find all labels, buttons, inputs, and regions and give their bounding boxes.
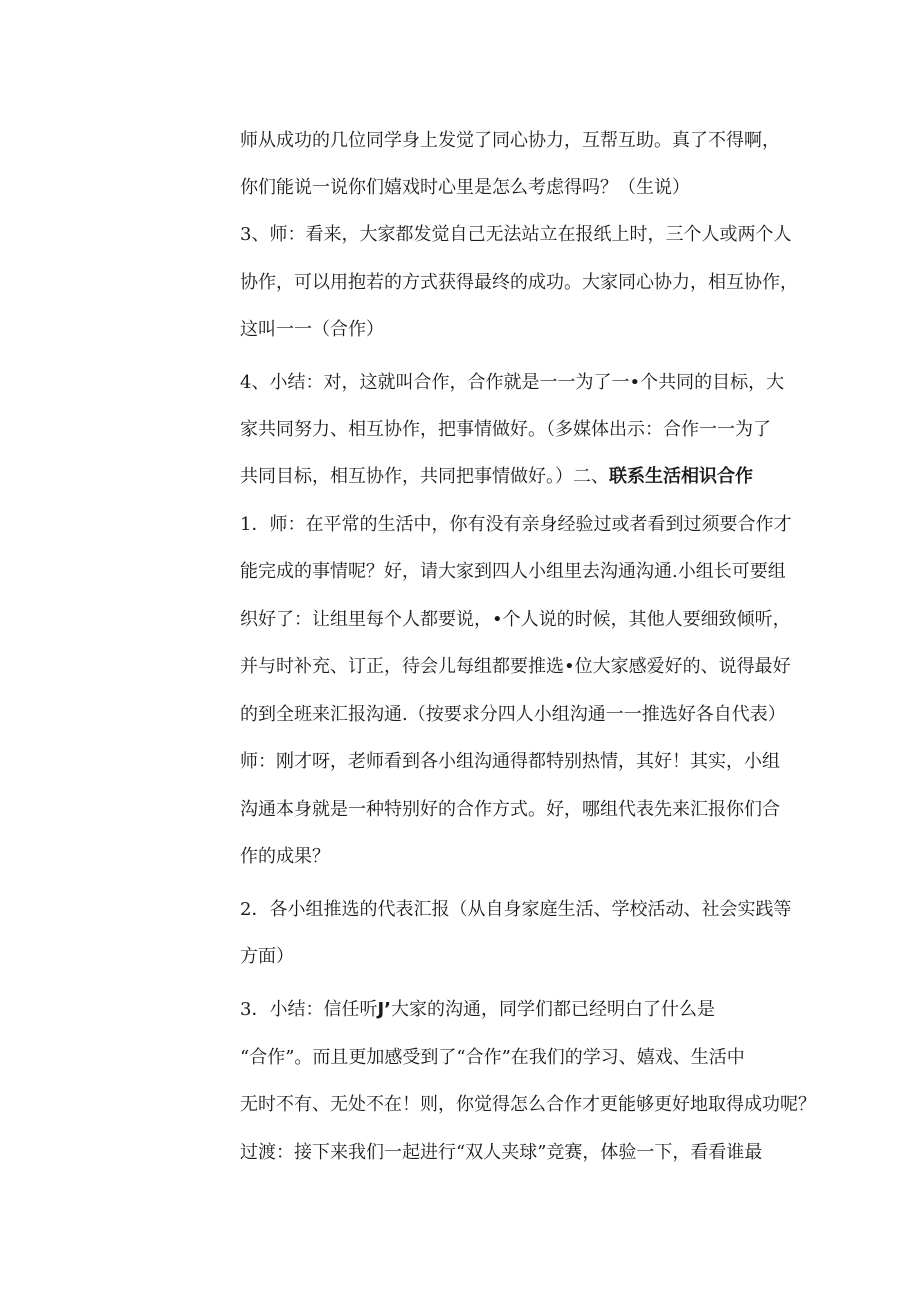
- paragraph-line: 这叫一一（合作）: [240, 319, 384, 340]
- paragraph-line: 能完成的事情呢？好，请大家到四人小组里去沟通沟通.小组长可要组: [240, 561, 786, 582]
- paragraph-line: “合作”。而且更加感受到了“合作”在我们的学习、嬉戏、生活中: [240, 1047, 745, 1068]
- paragraph-line: [240, 997, 820, 1023]
- paragraph-line: 你们能说一说你们嬉戏时心里是怎么考虑得吗？（生说）: [240, 177, 690, 198]
- paragraph-text: 共同目标，相互协作，共同把事情做好。）二、: [240, 466, 609, 487]
- section-heading: 联系生活相识合作: [609, 466, 753, 487]
- paragraph-text: 3．小结：信任听: [240, 999, 378, 1020]
- paragraph-line: 1．师：在平常的生活中，你有没有亲身经验过或者看到过须要合作才: [240, 514, 792, 535]
- paragraph-line: 沟通本身就是一种特别好的合作方式。好，哪组代表先来汇报你们合: [240, 799, 780, 820]
- paragraph-line: 过渡：接下来我们一起进行“双人夹球”竞赛，体验一下，看看谁最: [240, 1142, 763, 1163]
- paragraph-line: [240, 464, 820, 490]
- paragraph-line: 师：刚才呀，老师看到各小组沟通得都特别热情，其好！其实，小组: [240, 751, 780, 772]
- paragraph-line: 作的成果？: [240, 846, 330, 867]
- paragraph-line: 无时不有、无处不在！则，你觉得怎么合作才更能够更好地取得成功呢？: [240, 1094, 816, 1115]
- paragraph-line: 家共同努力、相互协作，把事情做好。（多媒体出示：合作一一为了: [240, 419, 771, 440]
- paragraph-line: 织好了：让组里每个人都要说，•个人说的时候，其他人要细致倾听，: [240, 609, 791, 630]
- paragraph-line: 的到全班来汇报沟通.（按要求分四人小组沟通一一推选好各自代表）: [240, 704, 786, 725]
- paragraph-line: 4、小结：对，这就叫合作，合作就是一一为了一•个共同的目标，大: [240, 372, 785, 393]
- paragraph-line: 2．各小组推选的代表汇报（从自身家庭生活、学校活动、社会实践等: [240, 899, 792, 920]
- paragraph-text: 大家的沟通，同学们都已经明白了什么是: [391, 999, 715, 1020]
- paragraph-line: 3、师：看来，大家都发觉自己无法站立在报纸上时，三个人或两个人: [240, 224, 792, 245]
- paragraph-line: 协作，可以用抱若的方式获得最终的成功。大家同心协力，相互协作，: [240, 272, 798, 293]
- paragraph-line: 方面）: [240, 946, 294, 967]
- paragraph-line: 并与时补充、订正，待会儿每组都要推选•位大家感爱好的、说得最好: [240, 656, 791, 677]
- garbled-glyph: J’: [377, 999, 391, 1020]
- paragraph-line: 师从成功的几位同学身上发觉了同心协力，互帮互助。真了不得啊，: [240, 130, 780, 151]
